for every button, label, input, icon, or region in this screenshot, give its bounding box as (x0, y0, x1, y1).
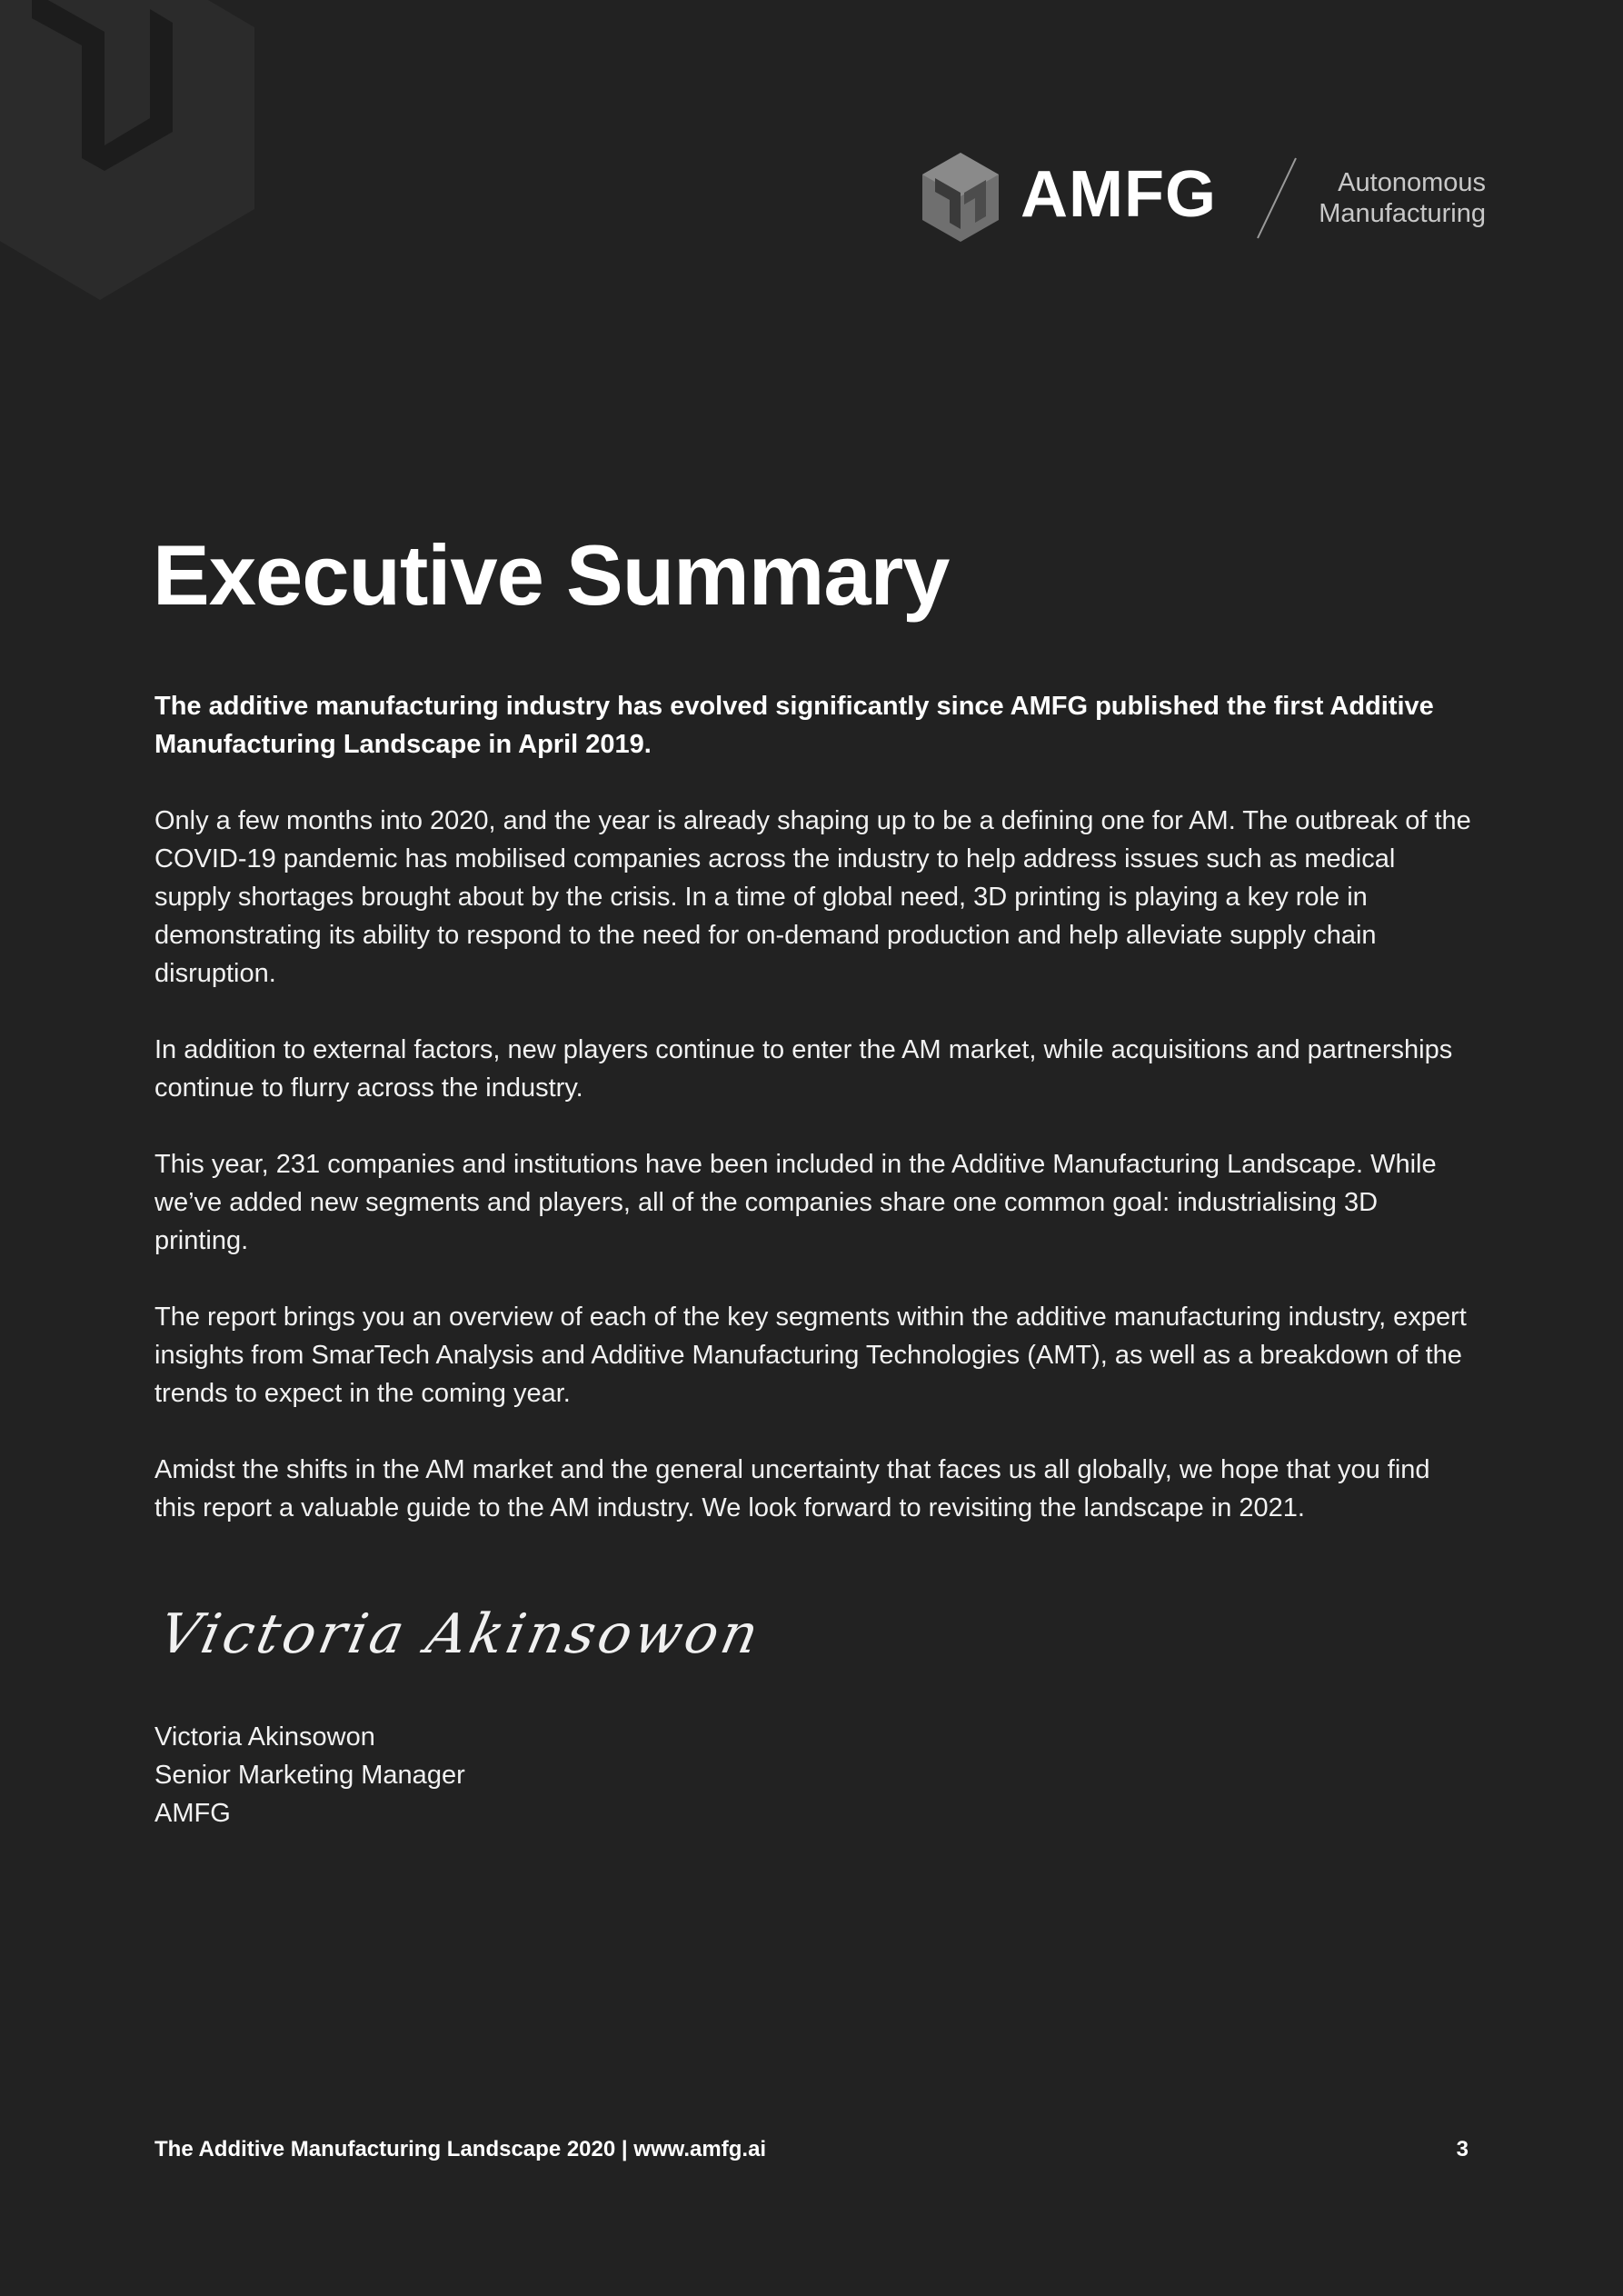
brand-tagline-line2: Manufacturing (1319, 199, 1486, 228)
lead-paragraph: The additive manufacturing industry has evolved significantly since AMFG published the first Additive Manufacturing Landscape in April 2019. (154, 692, 1434, 759)
corner-hexagon-icon (0, 0, 254, 300)
body-paragraph-4: The report brings you an overview of each of the key segments within the additive manufacturing industry, expert insights from SmarTech Analysis and Additive Manufacturing Technologies (AMT), as well as a breakdown of the trends to expect in the coming year. (154, 1303, 1467, 1408)
page-number: 3 (1456, 2137, 1469, 2161)
author-role: Senior Marketing Manager (154, 1761, 465, 1790)
body-paragraph-2: In addition to external factors, new players continue to enter the AM market, while acquisitions and partnerships continue to flurry across the industry. (154, 1035, 1453, 1103)
summary-body (154, 687, 1472, 1565)
author-signoff (154, 1718, 465, 1832)
body-paragraph-5: Amidst the shifts in the AM market and the general uncertainty that faces us all globally, we hope that you find this report a valuable guide to the AM industry. We look forward to revisiting the landscape in 2021. (154, 1455, 1430, 1522)
brand-wordmark: AMFG (1021, 158, 1217, 231)
handwritten-signature: Victoria Akinsowon (154, 1602, 768, 1666)
brand-tagline (1281, 167, 1486, 229)
body-paragraph-3: This year, 231 companies and institutions have been included in the Additive Manufacturing Landscape. While we’ve added new segments and players, all of the companies share one common goal: industrialising 3D printing. (154, 1150, 1437, 1255)
footer-text: The Additive Manufacturing Landscape 2020 | www.amfg.ai (154, 2137, 767, 2161)
page-title: Executive Summary (153, 527, 950, 623)
amfg-logo (922, 153, 1486, 244)
amfg-hexagon-logo-icon (922, 153, 999, 242)
body-paragraph-1: Only a few months into 2020, and the year is already shaping up to be a defining one for AM. The outbreak of the COVID-19 pandemic has mobilised companies across the industry to help address issues such as medical supply shortages brought about by the crisis. In a time of global need, 3D printing is playing a key role in demonstrating its ability to respond to the need for on-demand production and help alleviate supply chain disruption. (154, 806, 1471, 988)
brand-tagline-line1: Autonomous (1338, 168, 1486, 197)
author-name: Victoria Akinsowon (154, 1722, 375, 1752)
author-company: AMFG (154, 1799, 231, 1828)
